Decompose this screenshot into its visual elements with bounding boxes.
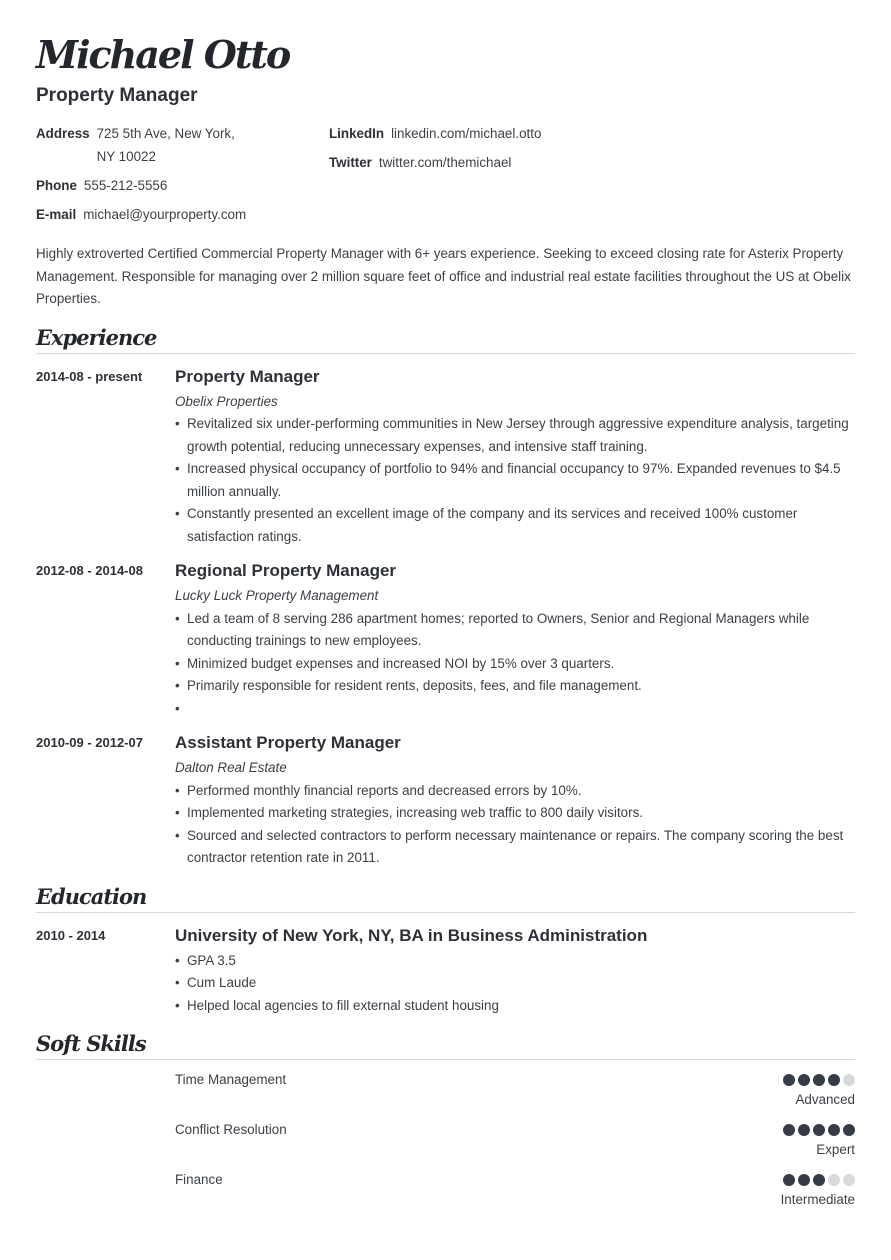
rating-dot xyxy=(843,1074,855,1086)
bullet-item: • Performed monthly financial reports and decreased errors by 10%. xyxy=(175,780,855,803)
linkedin-value: linkedin.com/michael.otto xyxy=(391,126,542,141)
entry-company: Obelix Properties xyxy=(175,393,278,409)
bullet-item: • GPA 3.5 xyxy=(175,950,855,973)
rating-dot xyxy=(783,1074,795,1086)
entry-bullets xyxy=(175,780,855,870)
email-label: E-mail xyxy=(36,207,77,222)
skill-name: Finance xyxy=(175,1172,223,1187)
phone-row xyxy=(36,174,329,197)
rating-dot xyxy=(798,1124,810,1136)
bullet-item: • Minimized budget expenses and increased NOI by 15% over 3 quarters. xyxy=(175,653,855,676)
skill-level: Expert xyxy=(816,1142,855,1157)
experience-heading: Experience xyxy=(36,325,855,354)
entry-date: 2010-09 - 2012-07 xyxy=(36,735,143,750)
entry-title: Assistant Property Manager xyxy=(175,733,401,752)
rating-dot xyxy=(813,1074,825,1086)
entry-date: 2010 - 2014 xyxy=(36,927,106,943)
entry-bullets xyxy=(175,413,855,548)
entry-title: Property Manager xyxy=(175,366,320,386)
job-title: Property Manager xyxy=(36,85,198,106)
phone-value: 555-212-5556 xyxy=(83,178,168,193)
skill-item xyxy=(36,1072,855,1110)
skill-item xyxy=(36,1172,855,1210)
skill-rating xyxy=(783,1124,855,1136)
bullet-item: • Led a team of 8 serving 286 apartment homes; reported to Owners, Senior and Regional Managers while conducting trainings to new employees. xyxy=(175,608,855,653)
entry-bullets xyxy=(175,950,855,1018)
candidate-name: Michael Otto xyxy=(36,32,290,77)
phone-label: Phone xyxy=(36,178,77,193)
address-line1: 725 5th Ave, New York, xyxy=(96,126,235,141)
contact-info xyxy=(36,122,855,232)
skill-name: Time Management xyxy=(175,1072,287,1087)
bullet-item: • Implemented marketing strategies, increasing web traffic to 800 daily visitors. xyxy=(175,802,855,825)
skill-name: Conflict Resolution xyxy=(175,1122,287,1137)
rating-dot xyxy=(798,1174,810,1186)
skill-rating xyxy=(781,1174,855,1186)
education-heading: Education xyxy=(36,884,855,913)
twitter-row xyxy=(329,151,541,174)
rating-dot xyxy=(843,1174,855,1186)
rating-dot xyxy=(813,1174,825,1186)
address-row xyxy=(36,122,329,168)
rating-dot xyxy=(813,1124,825,1136)
entry-bullets xyxy=(175,608,855,721)
email-value: michael@yourproperty.com xyxy=(83,207,247,222)
rating-dot xyxy=(843,1124,855,1136)
entry-title: University of New York, NY, BA in Business Administration xyxy=(175,925,648,945)
twitter-value: twitter.com/themichael xyxy=(378,155,512,170)
bullet-item: • Primarily responsible for resident rents, deposits, fees, and file management. xyxy=(175,675,855,698)
skill-item xyxy=(36,1122,855,1160)
entry-date: 2014-08 - present xyxy=(36,368,143,384)
education-entry xyxy=(36,925,855,1018)
rating-dot xyxy=(798,1074,810,1086)
address-label: Address xyxy=(36,126,90,141)
bullet-item: • Increased physical occupancy of portfolio to 94% and financial occupancy to 97%. Expanded revenues to $4.5 million annually. xyxy=(175,458,855,503)
skill-rating xyxy=(783,1074,855,1086)
rating-dot xyxy=(828,1174,840,1186)
rating-dot xyxy=(828,1124,840,1136)
summary: Highly extroverted Certified Commercial Property Manager with 6+ years experience. Seeking to exceed closing rate for Asterix Property Management. Responsible for managing over 2 million square feet of office and industrial real estate facilities throughout the US at Obelix Properties. xyxy=(36,246,851,306)
bullet-item: • Constantly presented an excellent image of the company and its services and received 100% customer satisfaction ratings. xyxy=(175,503,855,548)
experience-entry xyxy=(36,560,855,720)
email-row xyxy=(36,203,329,226)
resume xyxy=(36,30,855,1210)
bullet-item xyxy=(175,698,855,721)
rating-dot xyxy=(783,1124,795,1136)
entry-company: Dalton Real Estate xyxy=(175,760,287,775)
experience-entry xyxy=(36,366,855,549)
skill-level: Advanced xyxy=(795,1092,855,1107)
bullet-item: • Helped local agencies to fill external student housing xyxy=(175,995,855,1018)
twitter-label: Twitter xyxy=(329,155,372,170)
bullet-item: • Cum Laude xyxy=(175,972,855,995)
skills-heading: Soft Skills xyxy=(36,1031,855,1060)
entry-date: 2012-08 - 2014-08 xyxy=(36,563,143,578)
rating-dot xyxy=(783,1174,795,1186)
entry-title: Regional Property Manager xyxy=(175,561,397,580)
experience-entry xyxy=(36,732,855,870)
linkedin-row xyxy=(329,122,541,145)
skill-level: Intermediate xyxy=(780,1192,855,1207)
rating-dot xyxy=(828,1074,840,1086)
address-line2: NY 10022 xyxy=(96,149,156,164)
entry-company: Lucky Luck Property Management xyxy=(175,588,379,603)
linkedin-label: LinkedIn xyxy=(329,126,385,141)
bullet-item: • Sourced and selected contractors to perform necessary maintenance or repairs. The company scoring the best contractor retention rate in 2011. xyxy=(175,825,855,870)
bullet-item: • Revitalized six under-performing communities in New Jersey through aggressive expenditure analysis, targeting growth potential, reducing unnecessary expenses, and intensive staff training. xyxy=(175,413,855,458)
